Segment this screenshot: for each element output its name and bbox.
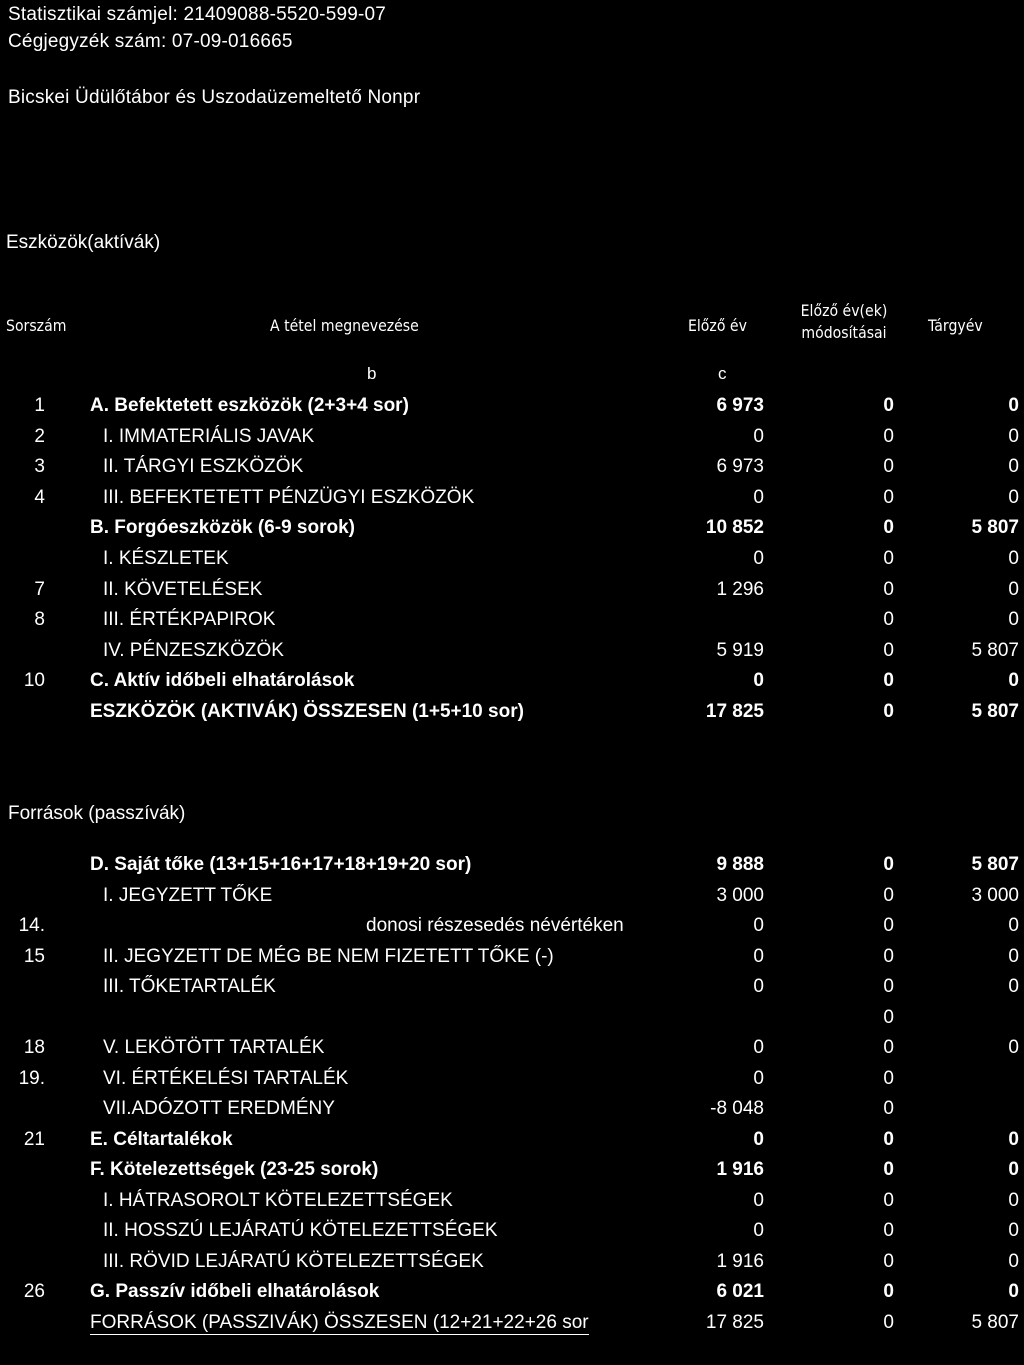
table-row [0, 885, 1024, 915]
row-name: VII.ADÓZOTT EREDMÉNY [103, 1098, 335, 1119]
modification-value: 0 [883, 976, 894, 997]
modification-value: 0 [883, 1098, 894, 1119]
row-name: F. Kötelezettségek (23-25 sorok) [90, 1159, 379, 1180]
row-number: 4 [34, 486, 45, 508]
current-year-value: 0 [1008, 976, 1019, 997]
modification-value: 0 [883, 1189, 894, 1211]
row-name: ESZKÖZÖK (AKTIVÁK) ÖSSZESEN (1+5+10 sor) [90, 701, 524, 722]
row-number: 10 [23, 670, 45, 692]
table-row [0, 1159, 1024, 1189]
row-number: 3 [34, 456, 45, 478]
prev-year-value: 17 825 [705, 701, 764, 722]
table-row [0, 946, 1024, 976]
current-year-value: 0 [1008, 1128, 1019, 1150]
modification-value: 0 [883, 548, 894, 569]
row-name: II. JEGYZETT DE MÉG BE NEM FIZETETT TŐKE (-) [103, 945, 554, 967]
prev-year-value: 0 [753, 1189, 764, 1211]
company-registration: Cégjegyzék szám: 07-09-016665 [8, 31, 293, 52]
row-name: VI. ÉRTÉKELÉSI TARTALÉK [103, 1067, 349, 1089]
modification-value: 0 [883, 1250, 894, 1272]
row-number: 18 [23, 1037, 45, 1058]
row-name: III. BEFEKTETETT PÉNZÜGYI ESZKÖZÖK [103, 486, 475, 508]
modification-value: 0 [883, 456, 894, 478]
liabilities-section-title: Források (passzívák) [8, 803, 186, 824]
table-row [0, 1281, 1024, 1311]
prev-year-value: 0 [753, 1067, 764, 1089]
table-row [0, 1251, 1024, 1281]
modification-value: 0 [883, 425, 894, 447]
current-year-value: 0 [1008, 1220, 1019, 1241]
current-year-value: 0 [1008, 456, 1019, 478]
current-year-value: 0 [1008, 1037, 1019, 1058]
prev-year-value: 0 [753, 1220, 764, 1241]
row-name: I. HÁTRASOROLT KÖTELEZETTSÉGEK [103, 1189, 453, 1211]
prev-year-value: 0 [753, 1037, 764, 1058]
col-header-name: A tétel megnevezése [270, 316, 419, 335]
prev-year-value: 1 916 [716, 1250, 764, 1272]
prev-year-value: 3 000 [716, 884, 764, 906]
table-row [0, 456, 1024, 486]
modification-value: 0 [883, 609, 894, 631]
current-year-value: 5 807 [971, 1311, 1019, 1333]
current-year-value: 0 [1008, 425, 1019, 447]
col-letter-b: b [367, 364, 377, 383]
row-name: B. Forgóeszközök (6-9 sorok) [90, 517, 355, 539]
row-name: V. LEKÖTÖTT TARTALÉK [103, 1037, 325, 1058]
table-row [0, 517, 1024, 547]
current-year-value: 0 [1008, 395, 1019, 416]
prev-year-value: 0 [753, 548, 764, 569]
modification-value: 0 [883, 1006, 894, 1028]
row-number: 8 [34, 609, 45, 631]
modification-value: 0 [883, 1311, 894, 1333]
row-number: 19. [18, 1067, 45, 1089]
prev-year-value: 0 [753, 915, 764, 936]
col-header-modifications-line2: módosításai [801, 323, 887, 342]
table-row [0, 854, 1024, 884]
current-year-value: 0 [1008, 945, 1019, 967]
col-header-sorszam: Sorszám [6, 316, 67, 335]
prev-year-value: 9 888 [716, 854, 764, 875]
modification-value: 0 [883, 884, 894, 906]
row-name: III. RÖVID LEJÁRATÚ KÖTELEZETTSÉGEK [103, 1250, 484, 1272]
current-year-value: 0 [1008, 548, 1019, 569]
modification-value: 0 [883, 578, 894, 600]
row-name: III. ÉRTÉKPAPIROK [103, 609, 276, 631]
row-name: donosi részesedés névértéken [366, 915, 624, 936]
current-year-value: 0 [1008, 1159, 1019, 1180]
table-row [0, 426, 1024, 456]
table-row [0, 915, 1024, 945]
current-year-value: 3 000 [971, 884, 1019, 906]
table-row [0, 701, 1024, 731]
prev-year-value: 5 919 [716, 639, 764, 661]
table-row [0, 1220, 1024, 1250]
table-row [0, 640, 1024, 670]
row-number: 14. [18, 915, 45, 936]
current-year-value: 0 [1008, 1281, 1019, 1302]
prev-year-value: 1 916 [716, 1159, 764, 1180]
col-header-modifications [782, 300, 906, 344]
table-row [0, 1312, 1024, 1342]
row-number: 15 [23, 945, 45, 967]
prev-year-value: 0 [753, 1128, 764, 1150]
row-name: A. Befektetett eszközök (2+3+4 sor) [90, 395, 409, 416]
modification-value: 0 [883, 701, 894, 722]
current-year-value: 5 807 [971, 701, 1019, 722]
modification-value: 0 [883, 1159, 894, 1180]
row-number: 26 [23, 1281, 45, 1302]
modification-value: 0 [883, 1220, 894, 1241]
modification-value: 0 [883, 517, 894, 539]
modification-value: 0 [883, 395, 894, 416]
row-name: G. Passzív időbeli elhatárolások [90, 1281, 380, 1302]
table-row [0, 1037, 1024, 1067]
prev-year-value: 0 [753, 425, 764, 447]
row-name: III. TŐKETARTALÉK [103, 976, 276, 997]
row-name: FORRÁSOK (PASSZIVÁK) ÖSSZESEN (12+21+22+26 sor [90, 1311, 589, 1333]
table-row [0, 1068, 1024, 1098]
prev-year-value: -8 048 [710, 1098, 764, 1119]
row-name: I. IMMATERIÁLIS JAVAK [103, 425, 315, 447]
current-year-value: 0 [1008, 1189, 1019, 1211]
table-row [0, 548, 1024, 578]
row-number: 2 [34, 425, 45, 447]
modification-value: 0 [883, 1037, 894, 1058]
row-name: C. Aktív időbeli elhatárolások [90, 670, 355, 692]
col-header-current-year: Tárgyév [928, 316, 983, 335]
table-row [0, 1098, 1024, 1128]
current-year-value: 0 [1008, 915, 1019, 936]
modification-value: 0 [883, 486, 894, 508]
table-row [0, 579, 1024, 609]
prev-year-value: 6 973 [716, 456, 764, 478]
prev-year-value: 0 [753, 670, 764, 692]
table-row [0, 670, 1024, 700]
row-name: E. Céltartalékok [90, 1128, 233, 1150]
prev-year-value: 0 [753, 486, 764, 508]
modification-value: 0 [883, 1067, 894, 1089]
row-name: IV. PÉNZESZKÖZÖK [103, 639, 284, 661]
modification-value: 0 [883, 1128, 894, 1150]
table-row [0, 976, 1024, 1006]
current-year-value: 0 [1008, 609, 1019, 631]
prev-year-value: 6 973 [716, 395, 764, 416]
prev-year-value: 0 [753, 976, 764, 997]
prev-year-value: 0 [753, 945, 764, 967]
current-year-value: 0 [1008, 1250, 1019, 1272]
row-name: II. HOSSZÚ LEJÁRATÚ KÖTELEZETTSÉGEK [103, 1220, 498, 1241]
modification-value: 0 [883, 854, 894, 875]
current-year-value: 0 [1008, 578, 1019, 600]
modification-value: 0 [883, 915, 894, 936]
row-name: I. KÉSZLETEK [103, 548, 229, 569]
prev-year-value: 17 825 [705, 1311, 764, 1333]
row-number: 21 [23, 1128, 45, 1150]
table-row [0, 1007, 1024, 1037]
modification-value: 0 [883, 670, 894, 692]
col-header-modifications-line1: Előző év(ek) [800, 301, 888, 320]
current-year-value: 0 [1008, 670, 1019, 692]
stat-number: Statisztikai számjel: 21409088-5520-599-07 [8, 4, 387, 25]
modification-value: 0 [883, 639, 894, 661]
current-year-value: 5 807 [971, 639, 1019, 661]
row-name: I. JEGYZETT TŐKE [103, 884, 273, 906]
assets-section-title: Eszközök(aktívák) [6, 232, 161, 253]
table-row [0, 1190, 1024, 1220]
table-row [0, 609, 1024, 639]
table-row [0, 395, 1024, 425]
row-name: II. KÖVETELÉSEK [103, 578, 263, 600]
current-year-value: 5 807 [971, 854, 1019, 875]
table-row [0, 1129, 1024, 1159]
row-number: 7 [34, 578, 45, 600]
row-name: II. TÁRGYI ESZKÖZÖK [103, 456, 304, 478]
table-row [0, 487, 1024, 517]
prev-year-value: 6 021 [716, 1281, 764, 1302]
modification-value: 0 [883, 945, 894, 967]
prev-year-value: 1 296 [716, 578, 764, 600]
row-name: D. Saját tőke (13+15+16+17+18+19+20 sor) [90, 854, 472, 875]
current-year-value: 0 [1008, 486, 1019, 508]
current-year-value: 5 807 [971, 517, 1019, 539]
col-header-prev-year: Előző év [688, 316, 747, 335]
prev-year-value: 10 852 [705, 517, 764, 539]
row-number: 1 [34, 395, 45, 416]
col-letter-c: c [718, 364, 727, 383]
company-name: Bicskei Üdülőtábor és Uszodaüzemeltető Nonpr [8, 87, 421, 108]
modification-value: 0 [883, 1281, 894, 1302]
